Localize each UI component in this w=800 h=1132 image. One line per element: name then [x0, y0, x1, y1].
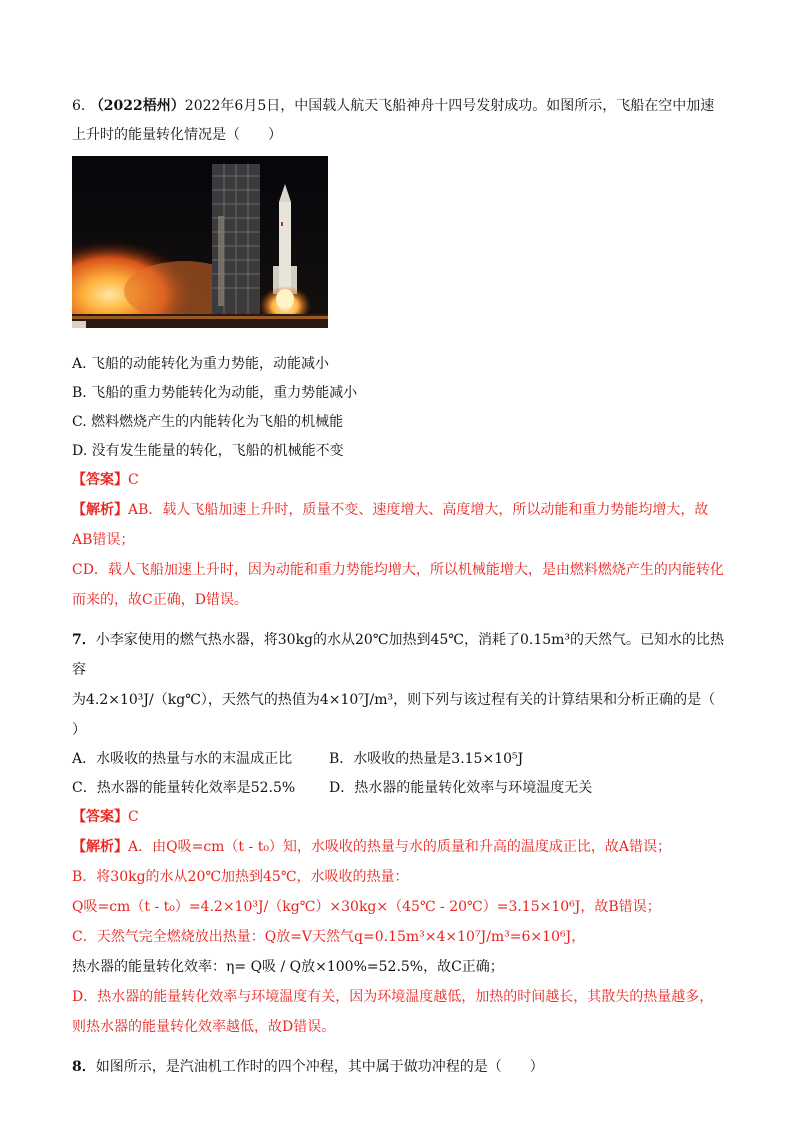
question-7-stem: [72, 625, 732, 745]
question-6-analysis-1b: AB错误；: [72, 532, 135, 548]
question-8: [72, 1052, 732, 1082]
question-6-option-c: C. 燃料燃烧产生的内能转化为飞船的机械能: [72, 414, 344, 430]
question-6-option-d: D. 没有发生能量的转化，飞船的机械能不变: [72, 443, 344, 459]
question-7-stem-line-2: 为4.2×10³J/（kg℃），天然气的热值为4×10⁷J/m³，则下列与该过程有关的计算结果和分析正确的是（: [72, 692, 716, 708]
question-7-analysis-c2: 热水器的能量转化效率：η= Q吸 / Q放×100%=52.5%，故C正确；: [72, 959, 504, 975]
question-6-analysis-2a: CD．载人飞船加速上升时，因为动能和重力势能均增大，所以机械能增大，是由燃料燃烧产生的内能转化: [72, 562, 724, 578]
question-6-analysis-2b: 而来的，故C正确，D错误。: [72, 592, 248, 608]
question-6-stem-line-2: 上升时的能量转化情况是（ ）: [72, 127, 282, 143]
question-7-analysis: [72, 832, 732, 1042]
question-6-stem: [72, 92, 732, 150]
question-7-analysis-b1: B．将30kg的水从20℃加热到45℃，水吸收的热量：: [72, 869, 409, 885]
question-6-stem-line-1: 2022年6月5日，中国载人航天飞船神舟十四号发射成功。如图所示，飞船在空中加速: [184, 98, 715, 114]
question-7-number: 7．: [72, 632, 96, 648]
question-6-analysis-label: 【解析】: [72, 502, 128, 518]
question-6-analysis: [72, 495, 732, 615]
question-6-source: （2022梧州）: [89, 98, 185, 114]
question-7-stem-line-3: ）: [72, 722, 86, 738]
question-7-options-row-1: [72, 745, 732, 774]
question-8-number: 8．: [72, 1059, 96, 1075]
question-7-answer-value: C: [128, 809, 139, 825]
question-7-analysis-a: A．由Q吸=cm（t - t₀）知，水吸收的热量与水的质量和升高的温度成正比，故A错误；: [128, 839, 672, 855]
rocket-launch-photo: [72, 156, 328, 328]
question-7-analysis-d1: D．热水器的能量转化效率与环境温度有关，因为环境温度越低，加热的时间越长，其散失的热量越多，: [72, 989, 714, 1005]
question-7-answer-label: 【答案】: [72, 809, 128, 825]
question-7-option-d: D．热水器的能量转化效率与环境温度无关: [329, 780, 593, 796]
question-6-option-a: A. 飞船的动能转化为重力势能，动能减小: [72, 356, 330, 372]
question-6-answer-value: C: [128, 472, 139, 488]
document-page: [72, 92, 732, 1092]
question-6-answer-label: 【答案】: [72, 472, 128, 488]
question-7-analysis-d2: 则热水器的能量转化效率越低，故D错误。: [72, 1019, 336, 1035]
question-7-stem-line-1: 小李家使用的燃气热水器，将30kg的水从20℃加热到45℃，消耗了0.15m³的天然气。已知水的比热容: [72, 632, 725, 678]
question-6-answer: [72, 466, 732, 495]
question-7-analysis-label: 【解析】: [72, 839, 128, 855]
question-6-number: 6.: [72, 98, 86, 114]
question-8-stem-text: 如图所示，是汽油机工作时的四个冲程，其中属于做功冲程的是（ ）: [95, 1059, 544, 1075]
question-7-option-b: B．水吸收的热量是3.15×10⁵J: [329, 751, 524, 767]
question-7-analysis-b2: Q吸=cm（t - t₀）=4.2×10³J/（kg℃）×30kg×（45℃ - 20℃）=3.15×10⁶J，故B错误；: [72, 899, 661, 915]
question-7-answer: [72, 803, 732, 832]
question-7-option-a: A．水吸收的热量与水的末温成正比: [72, 751, 293, 767]
question-8-stem: [72, 1052, 732, 1082]
rocket-launch-illustration: [72, 156, 328, 328]
question-6-analysis-1a: AB．载人飞船加速上升时，质量不变、速度增大、高度增大，所以动能和重力势能均增大，故: [128, 502, 709, 518]
question-7-analysis-c1: C．天然气完全燃烧放出热量：Q放=V天然气q=0.15m³×4×10⁷J/m³=6×10⁶J，: [72, 929, 586, 945]
question-7: [72, 625, 732, 1042]
question-6: [72, 92, 732, 615]
question-7-options-row-2: [72, 774, 732, 803]
question-6-option-b: B. 飞船的重力势能转化为动能，重力势能减小: [72, 385, 358, 401]
question-7-option-c: C．热水器的能量转化效率是52.5%: [72, 780, 296, 796]
